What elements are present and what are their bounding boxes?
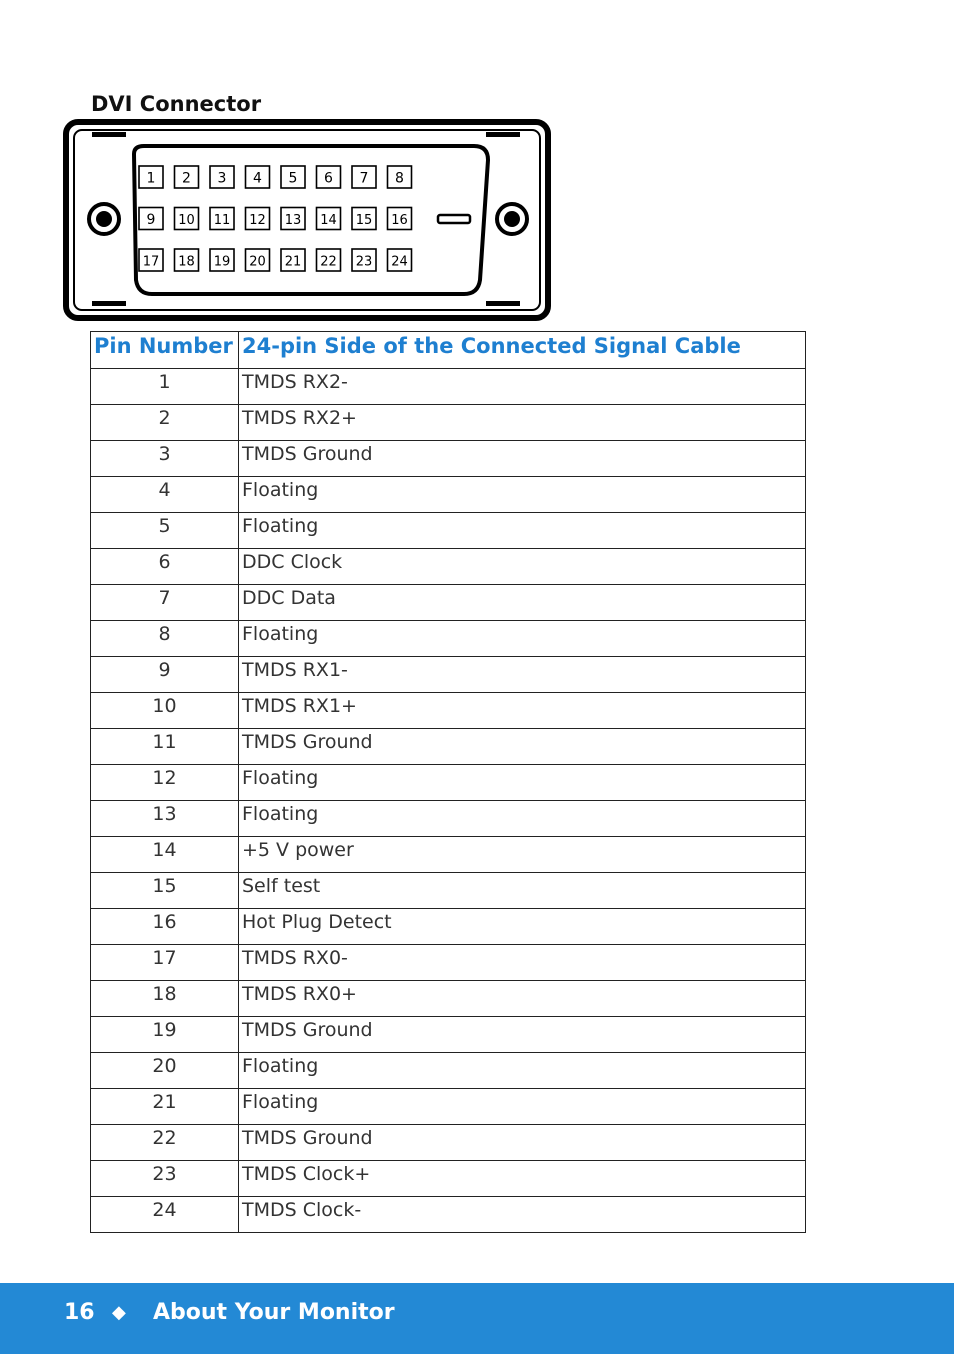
- pin-number-cell: 24: [91, 1197, 239, 1233]
- pin-number-cell: 18: [91, 981, 239, 1017]
- signal-cell: DDC Clock: [239, 549, 806, 585]
- signal-cell: TMDS Ground: [239, 1125, 806, 1161]
- signal-cell: DDC Data: [239, 585, 806, 621]
- signal-cell: +5 V power: [239, 837, 806, 873]
- signal-cell: Floating: [239, 1053, 806, 1089]
- pin-number-cell: 23: [91, 1161, 239, 1197]
- table-row: [91, 1125, 806, 1161]
- diamond-separator-icon: ◆: [112, 1302, 126, 1323]
- table-row: [91, 585, 806, 621]
- connector-pin: [210, 249, 234, 271]
- connector-pin-label: 24: [391, 254, 408, 270]
- connector-pin-label: 9: [146, 212, 156, 228]
- signal-cell: TMDS Ground: [239, 1017, 806, 1053]
- connector-pin-label: 21: [284, 254, 302, 270]
- table-row: [91, 405, 806, 441]
- signal-cell: Self test: [239, 873, 806, 909]
- pin-number-cell: 14: [91, 837, 239, 873]
- connector-pin-label: 3: [217, 170, 227, 187]
- page-number: 16: [64, 1300, 95, 1325]
- signal-cell: TMDS Clock-: [239, 1197, 806, 1233]
- connector-pin: [352, 249, 376, 271]
- connector-pin: [317, 249, 341, 271]
- table-row: [91, 513, 806, 549]
- signal-cell: Floating: [239, 765, 806, 801]
- connector-pin-label: 4: [253, 170, 262, 187]
- signal-cell: Floating: [239, 801, 806, 837]
- connector-pin: [175, 166, 199, 188]
- pin-number-cell: 9: [91, 657, 239, 693]
- table-row: [91, 477, 806, 513]
- pin-number-cell: 3: [91, 441, 239, 477]
- connector-pin: [281, 208, 305, 230]
- connector-pin-label: 12: [249, 213, 266, 228]
- pin-number-cell: 17: [91, 945, 239, 981]
- pin-number-cell: 8: [91, 621, 239, 657]
- signal-cell: TMDS RX2-: [239, 369, 806, 405]
- pin-number-cell: 11: [91, 729, 239, 765]
- connector-pin-label: 10: [178, 213, 195, 228]
- table-row: [91, 1161, 806, 1197]
- signal-cell: Floating: [239, 1089, 806, 1125]
- connector-pin: [139, 208, 163, 230]
- pin-number-cell: 5: [91, 513, 239, 549]
- table-row: [91, 1017, 806, 1053]
- pin-number-cell: 21: [91, 1089, 239, 1125]
- screw-hole-right-icon: [497, 204, 527, 234]
- signal-cell: TMDS RX2+: [239, 405, 806, 441]
- connector-pin: [210, 166, 234, 188]
- connector-pin-label: 1: [146, 170, 156, 187]
- connector-pin-label: 17: [142, 254, 160, 270]
- pin-number-cell: 13: [91, 801, 239, 837]
- connector-pin: [210, 208, 234, 230]
- connector-pin-label: 20: [249, 254, 266, 270]
- connector-pin: [246, 208, 270, 230]
- table-row: [91, 801, 806, 837]
- table-row: [91, 549, 806, 585]
- pin-assignment-table: [90, 331, 806, 1233]
- connector-pin: [352, 166, 376, 188]
- connector-pin: [281, 249, 305, 271]
- connector-pin-label: 6: [324, 170, 333, 187]
- header-signal: 24-pin Side of the Connected Signal Cable: [239, 332, 806, 369]
- connector-pin-label: 14: [320, 213, 337, 228]
- connector-pin-label: 18: [178, 254, 195, 270]
- pin-number-cell: 1: [91, 369, 239, 405]
- table-row: [91, 657, 806, 693]
- table-row: [91, 1197, 806, 1233]
- table-row: [91, 621, 806, 657]
- connector-pin: [175, 249, 199, 271]
- section-title: DVI Connector: [91, 92, 262, 116]
- connector-pin-label: 5: [288, 170, 298, 187]
- connector-pin: [388, 208, 412, 230]
- table-row: [91, 729, 806, 765]
- signal-cell: TMDS RX0+: [239, 981, 806, 1017]
- connector-pin: [281, 166, 305, 188]
- screw-hole-left-icon: [89, 204, 119, 234]
- pin-number-cell: 16: [91, 909, 239, 945]
- header-pin-number: Pin Number: [91, 332, 239, 369]
- pin-number-cell: 10: [91, 693, 239, 729]
- connector-pin: [352, 208, 376, 230]
- signal-cell: TMDS RX1+: [239, 693, 806, 729]
- connector-pin: [175, 208, 199, 230]
- connector-pin-label: 15: [355, 213, 373, 228]
- pin-number-cell: 20: [91, 1053, 239, 1089]
- signal-cell: TMDS Ground: [239, 441, 806, 477]
- page-footer: [0, 1283, 954, 1354]
- connector-pin: [139, 166, 163, 188]
- connector-pin: [317, 166, 341, 188]
- table-row: [91, 981, 806, 1017]
- signal-cell: Hot Plug Detect: [239, 909, 806, 945]
- table-row: [91, 837, 806, 873]
- connector-pin-label: 13: [284, 213, 302, 228]
- table-row: [91, 369, 806, 405]
- connector-pin-label: 11: [213, 213, 231, 228]
- dvi-connector-diagram: [62, 118, 552, 322]
- footer-title: About Your Monitor: [153, 1300, 395, 1325]
- signal-cell: TMDS Ground: [239, 729, 806, 765]
- pin-number-cell: 4: [91, 477, 239, 513]
- connector-pin-label: 23: [355, 254, 373, 270]
- connector-pin: [388, 249, 412, 271]
- signal-cell: TMDS RX1-: [239, 657, 806, 693]
- table-row: [91, 693, 806, 729]
- connector-pin: [388, 166, 412, 188]
- table-row: [91, 945, 806, 981]
- connector-pin: [317, 208, 341, 230]
- table-row: [91, 441, 806, 477]
- table-header-row: [91, 332, 806, 369]
- connector-pin-label: 2: [182, 170, 191, 187]
- pin-number-cell: 19: [91, 1017, 239, 1053]
- pin-number-cell: 22: [91, 1125, 239, 1161]
- connector-pin-label: 8: [395, 170, 404, 187]
- connector-pin: [246, 166, 270, 188]
- pin-number-cell: 15: [91, 873, 239, 909]
- table-row: [91, 909, 806, 945]
- signal-cell: TMDS RX0-: [239, 945, 806, 981]
- connector-pin-label: 16: [391, 213, 408, 228]
- pin-number-cell: 12: [91, 765, 239, 801]
- pin-number-cell: 2: [91, 405, 239, 441]
- signal-cell: Floating: [239, 621, 806, 657]
- pin-number-cell: 6: [91, 549, 239, 585]
- signal-cell: Floating: [239, 513, 806, 549]
- table-row: [91, 765, 806, 801]
- connector-pin: [139, 249, 163, 271]
- pin-number-cell: 7: [91, 585, 239, 621]
- signal-cell: TMDS Clock+: [239, 1161, 806, 1197]
- connector-pin: [246, 249, 270, 271]
- connector-pin-label: 22: [320, 254, 337, 270]
- table-row: [91, 1089, 806, 1125]
- signal-cell: Floating: [239, 477, 806, 513]
- connector-pin-label: 19: [213, 254, 231, 270]
- connector-pin-label: 7: [359, 170, 369, 187]
- table-row: [91, 1053, 806, 1089]
- table-row: [91, 873, 806, 909]
